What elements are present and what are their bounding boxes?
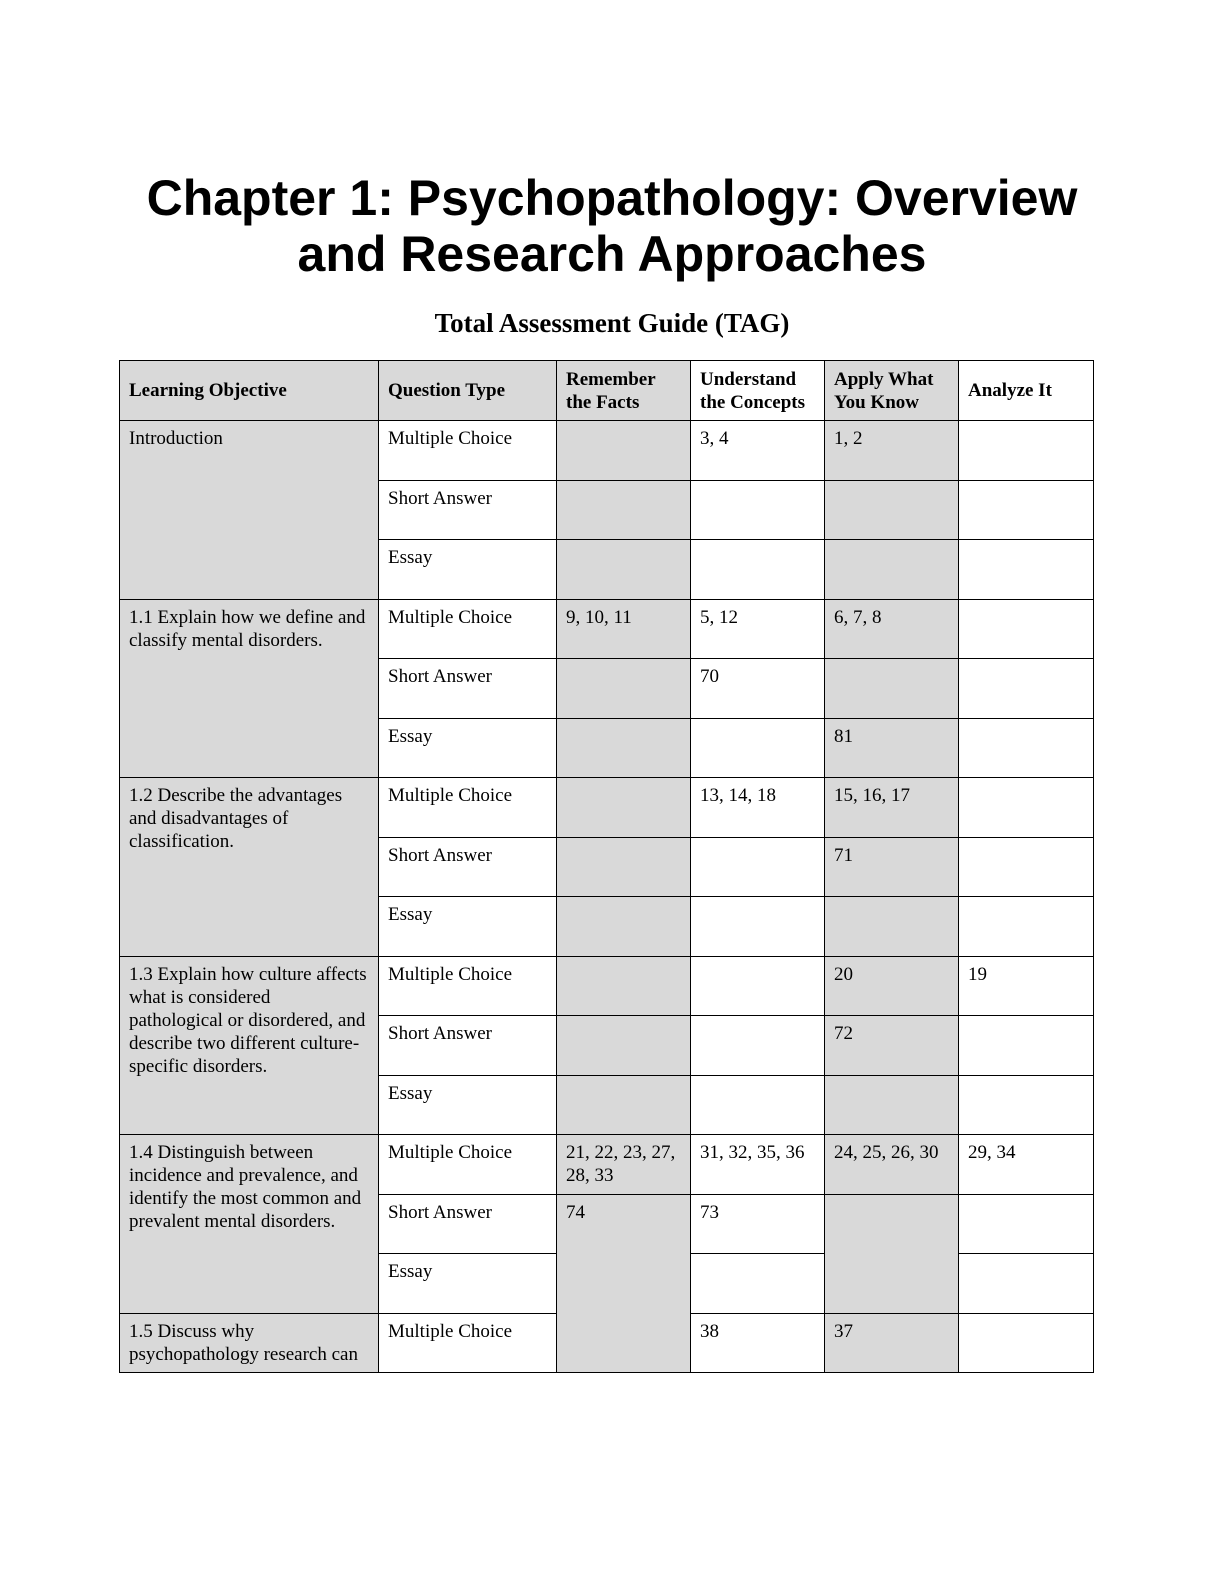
remember-cell — [557, 1075, 691, 1135]
understand-cell: 3, 4 — [691, 421, 825, 481]
question-type-cell: Essay — [379, 540, 557, 600]
apply-cell — [825, 897, 959, 957]
objective-cell: 1.1 Explain how we define and classify mental disorders. — [120, 599, 379, 778]
remember-cell — [557, 659, 691, 719]
table-row — [120, 778, 1094, 838]
understand-cell — [691, 718, 825, 778]
analyze-cell — [959, 897, 1094, 957]
apply-cell: 71 — [825, 837, 959, 897]
understand-cell: 31, 32, 35, 36 — [691, 1135, 825, 1195]
remember-cell — [557, 480, 691, 540]
question-type-cell: Essay — [379, 897, 557, 957]
question-type-cell: Multiple Choice — [379, 1135, 557, 1195]
remember-cell — [557, 956, 691, 1016]
analyze-cell — [959, 778, 1094, 838]
analyze-cell — [959, 837, 1094, 897]
question-type-cell: Essay — [379, 1254, 557, 1314]
understand-cell — [691, 956, 825, 1016]
question-type-cell: Short Answer — [379, 837, 557, 897]
question-type-cell: Short Answer — [379, 659, 557, 719]
analyze-cell — [959, 599, 1094, 659]
question-type-cell: Short Answer — [379, 480, 557, 540]
apply-cell — [825, 540, 959, 600]
question-type-cell: Essay — [379, 718, 557, 778]
understand-cell: 38 — [691, 1313, 825, 1373]
understand-cell: 70 — [691, 659, 825, 719]
analyze-cell: 29, 34 — [959, 1135, 1094, 1195]
question-type-cell: Short Answer — [379, 1194, 557, 1254]
analyze-cell — [959, 659, 1094, 719]
table-header-row — [120, 361, 1094, 421]
remember-cell: 9, 10, 11 — [557, 599, 691, 659]
analyze-cell — [959, 1194, 1094, 1254]
question-type-cell: Essay — [379, 1075, 557, 1135]
understand-cell — [691, 1254, 825, 1314]
understand-cell: 13, 14, 18 — [691, 778, 825, 838]
table-row — [120, 956, 1094, 1016]
remember-cell — [557, 837, 691, 897]
assessment-guide-subtitle: Total Assessment Guide (TAG) — [434, 308, 790, 338]
apply-cell: 15, 16, 17 — [825, 778, 959, 838]
remember-cell — [557, 540, 691, 600]
analyze-cell — [959, 1254, 1094, 1314]
question-type-cell: Multiple Choice — [379, 421, 557, 481]
understand-cell — [691, 540, 825, 600]
apply-cell — [825, 480, 959, 540]
remember-cell — [557, 897, 691, 957]
objective-cell: 1.2 Describe the advantages and disadvantages of classification. — [120, 778, 379, 957]
apply-cell — [825, 1075, 959, 1135]
remember-cell — [557, 1016, 691, 1076]
question-type-cell: Multiple Choice — [379, 1313, 557, 1373]
understand-cell — [691, 480, 825, 540]
remember-cell — [557, 421, 691, 481]
apply-cell: 37 — [825, 1313, 959, 1373]
analyze-cell — [959, 480, 1094, 540]
remember-cell: 74 — [557, 1194, 691, 1373]
header-learning-objective: Learning Objective — [120, 361, 379, 421]
apply-cell: 20 — [825, 956, 959, 1016]
objective-cell: Introduction — [120, 421, 379, 600]
question-type-cell: Short Answer — [379, 1016, 557, 1076]
question-type-cell: Multiple Choice — [379, 778, 557, 838]
header-question-type: Question Type — [379, 361, 557, 421]
remember-cell — [557, 778, 691, 838]
table-row — [120, 1135, 1094, 1195]
apply-cell — [825, 659, 959, 719]
understand-cell — [691, 1016, 825, 1076]
chapter-title-line-1: Chapter 1: Psychopathology: Overview — [146, 170, 1078, 226]
analyze-cell — [959, 540, 1094, 600]
understand-cell: 73 — [691, 1194, 825, 1254]
table-row — [120, 421, 1094, 481]
chapter-title — [112, 170, 1112, 282]
objective-cell: 1.3 Explain how culture affects what is considered pathological or disordered, and describe two different culture-specific disorders. — [120, 956, 379, 1135]
apply-cell — [825, 1194, 959, 1313]
total-assessment-guide-table — [119, 360, 1094, 1373]
objective-cell: 1.4 Distinguish between incidence and prevalence, and identify the most common and prevalent mental disorders. — [120, 1135, 379, 1314]
analyze-cell — [959, 718, 1094, 778]
chapter-title-line-2: and Research Approaches — [297, 226, 927, 282]
understand-cell — [691, 897, 825, 957]
analyze-cell — [959, 1075, 1094, 1135]
apply-cell: 72 — [825, 1016, 959, 1076]
header-remember-the-facts: Remember the Facts — [557, 361, 691, 421]
analyze-cell: 19 — [959, 956, 1094, 1016]
objective-cell: 1.5 Discuss why psychopathology research can — [120, 1313, 379, 1373]
remember-cell — [557, 718, 691, 778]
apply-cell: 1, 2 — [825, 421, 959, 481]
header-understand-the-concepts: Understand the Concepts — [691, 361, 825, 421]
understand-cell — [691, 837, 825, 897]
analyze-cell — [959, 1016, 1094, 1076]
header-apply-what-you-know: Apply What You Know — [825, 361, 959, 421]
apply-cell: 24, 25, 26, 30 — [825, 1135, 959, 1195]
understand-cell — [691, 1075, 825, 1135]
question-type-cell: Multiple Choice — [379, 956, 557, 1016]
analyze-cell — [959, 421, 1094, 481]
header-analyze-it: Analyze It — [959, 361, 1094, 421]
analyze-cell — [959, 1313, 1094, 1373]
remember-cell: 21, 22, 23, 27, 28, 33 — [557, 1135, 691, 1195]
table-row — [120, 599, 1094, 659]
understand-cell: 5, 12 — [691, 599, 825, 659]
apply-cell: 6, 7, 8 — [825, 599, 959, 659]
question-type-cell: Multiple Choice — [379, 599, 557, 659]
apply-cell: 81 — [825, 718, 959, 778]
